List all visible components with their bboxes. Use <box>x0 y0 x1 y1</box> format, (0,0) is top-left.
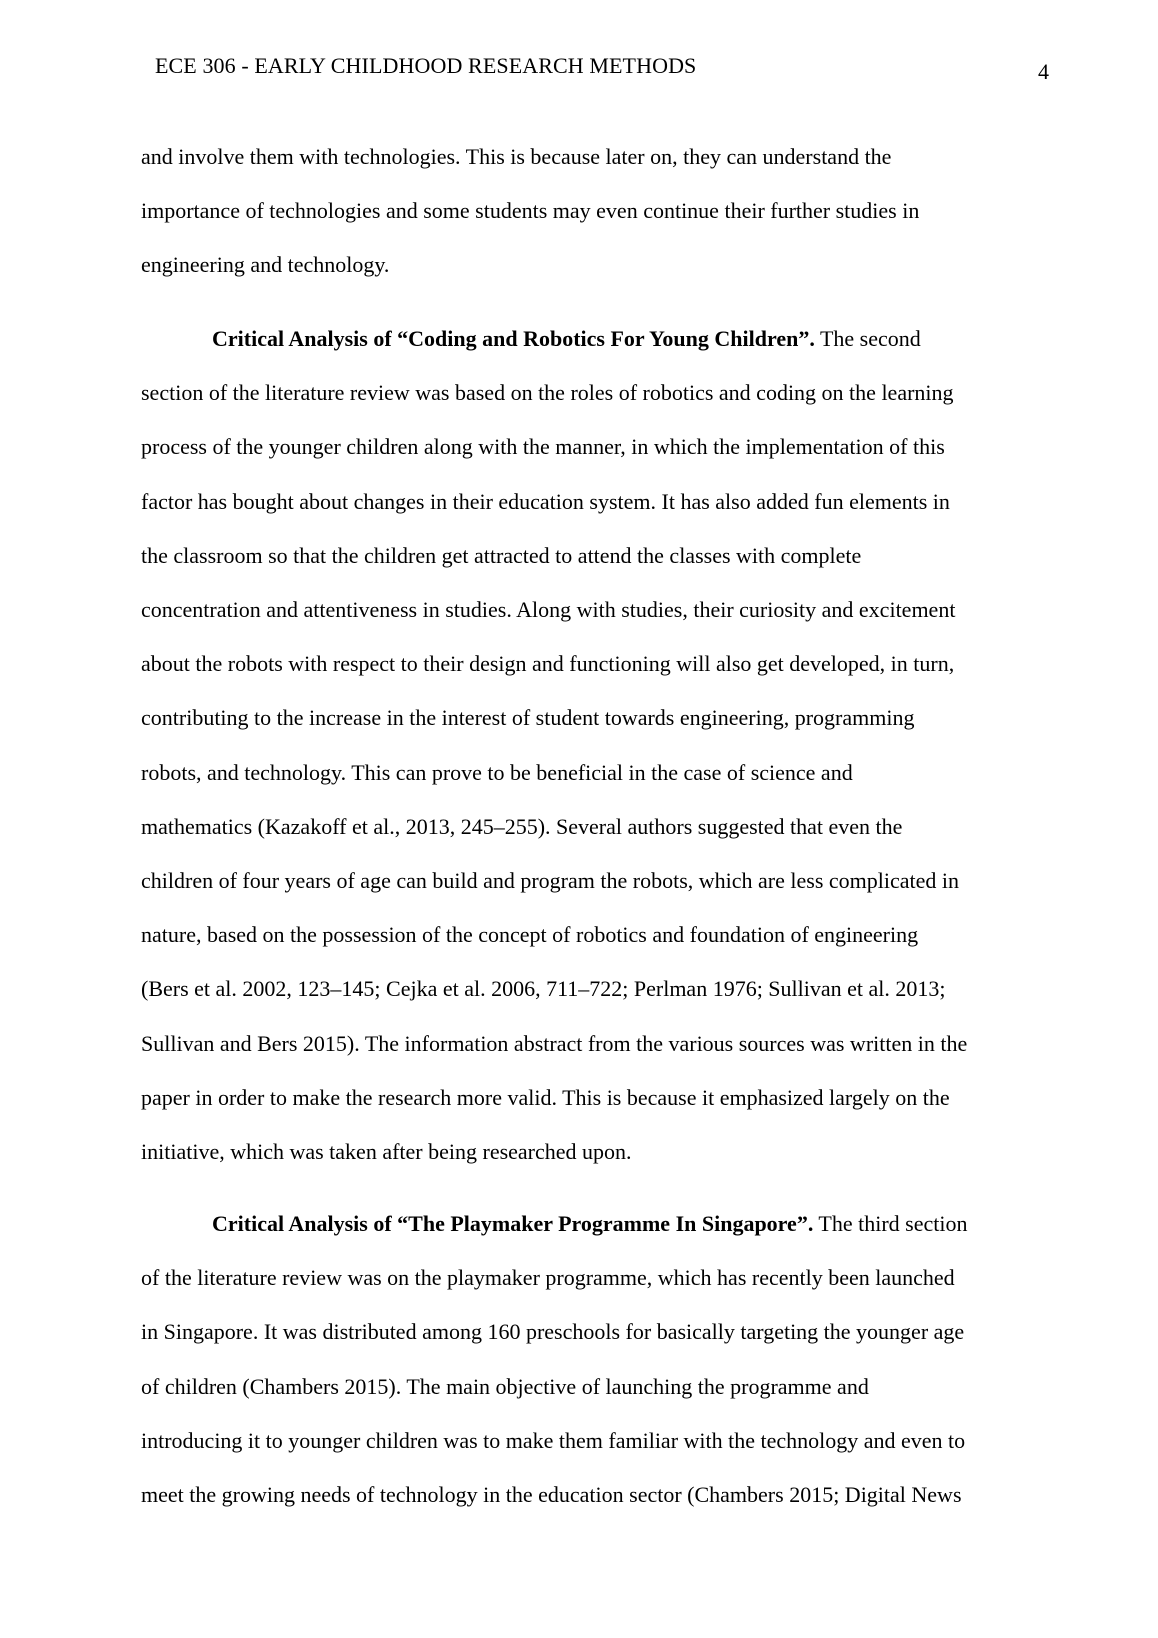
paragraph-continuation <box>141 130 1041 293</box>
text-line: robots, and technology. This can prove to be beneficial in the case of science and <box>141 759 853 785</box>
text-line: about the robots with respect to their design and functioning will also get developed, in turn, <box>141 651 955 677</box>
section-heading: Critical Analysis of “The Playmaker Programme In Singapore”. <box>212 1211 814 1236</box>
text-line: and involve them with technologies. This is because later on, they can understand the <box>141 144 892 169</box>
text-line: mathematics (Kazakoff et al., 2013, 245–255). Several authors suggested that even the <box>141 813 903 839</box>
text-line: Sullivan and Bers 2015). The information abstract from the various sources was written in the <box>141 1030 968 1056</box>
text-line: paper in order to make the research more valid. This is because it emphasized largely on the <box>141 1084 950 1110</box>
text-line: factor has bought about changes in their education system. It has also added fun elements in <box>141 488 950 514</box>
text-line: children of four years of age can build and program the robots, which are less complicated in <box>141 868 959 894</box>
text-line: meet the growing needs of technology in the education sector (Chambers 2015; Digital News <box>141 1482 962 1508</box>
text-line: nature, based on the possession of the concept of robotics and foundation of engineering <box>141 922 919 948</box>
text-line: in Singapore. It was distributed among 160 preschools for basically targeting the younger age <box>141 1319 965 1345</box>
text-line: the classroom so that the children get attracted to attend the classes with complete <box>141 542 862 568</box>
text-run: The third section <box>813 1211 968 1236</box>
text-line: process of the younger children along with the manner, in which the implementation of this <box>141 434 945 460</box>
text-line: (Bers et al. 2002, 123–145; Cejka et al. 2006, 711–722; Perlman 1976; Sullivan et al. 2013; <box>141 976 946 1002</box>
paragraph-playmaker-programme <box>141 1197 1041 1522</box>
text-line: contributing to the increase in the interest of student towards engineering, programming <box>141 705 915 731</box>
text-line: introducing it to younger children was to make them familiar with the technology and even to <box>141 1427 966 1453</box>
running-head: ECE 306 - EARLY CHILDHOOD RESEARCH METHODS <box>155 53 697 78</box>
text-line: of the literature review was on the playmaker programme, which has recently been launched <box>141 1265 955 1291</box>
text-line: engineering and technology. <box>141 252 390 278</box>
text-line: of children (Chambers 2015). The main objective of launching the programme and <box>141 1373 869 1399</box>
section-heading: Critical Analysis of “Coding and Robotics For Young Children”. <box>212 326 815 351</box>
page-number: 4 <box>1038 59 1049 84</box>
text-line: concentration and attentiveness in studies. Along with studies, their curiosity and excitement <box>141 597 956 623</box>
text-line: importance of technologies and some students may even continue their further studies in <box>141 198 920 224</box>
text-line: section of the literature review was based on the roles of robotics and coding on the learning <box>141 380 954 406</box>
paragraph-first-line <box>141 1197 1041 1251</box>
text-line: initiative, which was taken after being researched upon. <box>141 1139 632 1165</box>
paragraph-coding-robotics <box>141 312 1041 1179</box>
text-run: The second <box>814 326 921 351</box>
paragraph-first-line <box>141 312 1041 366</box>
